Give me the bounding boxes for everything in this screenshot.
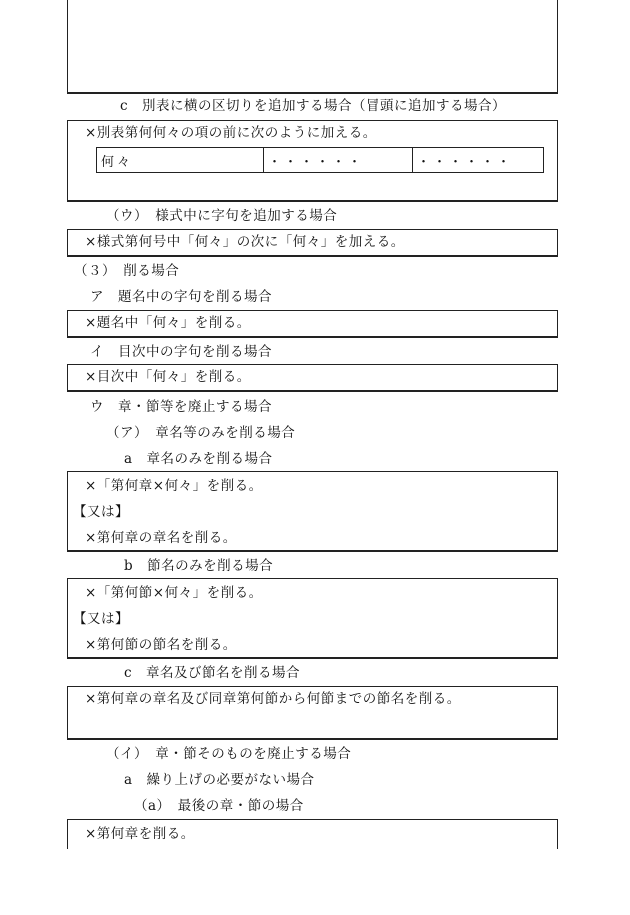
table-cell: ・・・・・・ — [413, 148, 544, 173]
section-i-heading: イ 目次中の字句を削る場合 — [90, 344, 272, 360]
section-a-sub-c-box — [67, 686, 558, 740]
section-c-body: ×別表第何何々の項の前に次のように加える。 — [85, 125, 377, 141]
section-u-i-heading: （イ） 章・節そのものを廃止する場合 — [106, 746, 352, 762]
section-a-sub-a-heading: a 章名のみを削る場合 — [124, 451, 273, 467]
top-cutoff-box — [67, 0, 558, 94]
section-i-sub-a-1-box — [67, 819, 558, 849]
section-c-heading: c 別表に横の区切りを追加する場合（冒頭に追加する場合） — [120, 98, 507, 114]
section-a-sub-b-line1: ×「第何節×何々」を削る。 — [85, 585, 263, 601]
table-cell: 何々 — [97, 148, 264, 173]
table-cell: ・・・・・・ — [264, 148, 413, 173]
section-c-table — [96, 147, 544, 173]
section-u-add-body: ×様式第何号中「何々」の次に「何々」を加える。 — [85, 234, 405, 250]
section-i-body: ×目次中「何々」を削る。 — [85, 369, 251, 385]
section-a-sub-a-box — [67, 471, 558, 552]
section-a-heading: ア 題名中の字句を削る場合 — [90, 289, 272, 305]
section-i-sub-a-1-body: ×第何章を削る。 — [85, 826, 195, 842]
or-label: 【又は】 — [73, 611, 129, 627]
section-u-heading: ウ 章・節等を廃止する場合 — [90, 399, 272, 415]
section-a-body: ×題名中「何々」を削る。 — [85, 315, 251, 331]
section-a-sub-a-line2: ×第何章の章名を削る。 — [85, 530, 237, 546]
table-row — [97, 148, 544, 173]
section-a-sub-c-body: ×第何章の章名及び同章第何節から何節までの節名を削る。 — [85, 691, 461, 707]
section-3-heading: （３） 削る場合 — [74, 263, 180, 279]
section-a-sub-b-heading: b 節名のみを削る場合 — [124, 558, 274, 574]
section-a-sub-b-box — [67, 578, 558, 659]
section-u-add-box — [67, 229, 558, 257]
section-u-add-heading: （ウ） 様式中に字句を追加する場合 — [106, 208, 338, 224]
or-label: 【又は】 — [73, 504, 129, 520]
section-u-a-heading: （ア） 章名等のみを削る場合 — [106, 425, 296, 441]
section-a-sub-a-line1: ×「第何章×何々」を削る。 — [85, 478, 263, 494]
section-a-box — [67, 310, 558, 338]
section-a-sub-c-heading: c 章名及び節名を削る場合 — [124, 665, 301, 681]
section-i-sub-a-1-heading: （a） 最後の章・節の場合 — [134, 798, 304, 814]
section-i-sub-a-heading: a 繰り上げの必要がない場合 — [124, 772, 315, 788]
section-a-sub-b-line2: ×第何節の節名を削る。 — [85, 637, 237, 653]
section-i-box — [67, 364, 558, 392]
